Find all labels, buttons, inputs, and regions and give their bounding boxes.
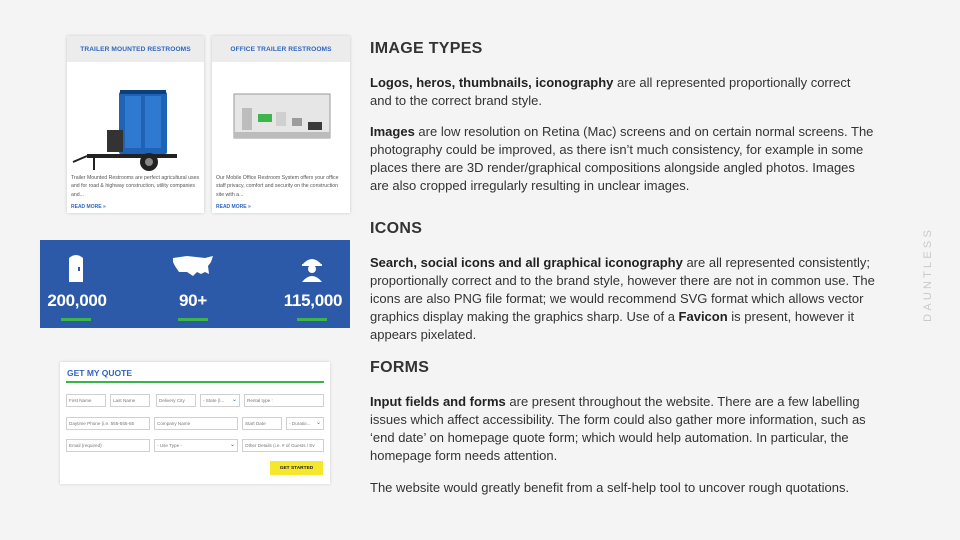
state-select[interactable]	[200, 394, 240, 407]
first-name-input[interactable]: First Name	[66, 394, 106, 407]
paragraph-image-types-2	[370, 123, 875, 195]
duration-select[interactable]	[286, 417, 324, 430]
rental-type-select[interactable]: Rental type :	[244, 394, 324, 407]
brand-watermark	[918, 214, 938, 334]
card-header	[67, 36, 204, 62]
paragraph-icons	[370, 254, 875, 344]
product-card-office-trailer[interactable]	[212, 36, 350, 213]
card-description: Trailer Mounted Restrooms are perfect agricultural uses and for road & highway construction, utility companies and...	[71, 175, 200, 198]
stats-banner	[40, 240, 350, 328]
paragraph-forms-2: The website would greatly benefit from a self-help tool to uncover rough quotations.	[370, 480, 850, 495]
stat-value: 200,000	[47, 291, 107, 310]
stat-customers	[276, 240, 350, 328]
body-text: are present throughout the website. There are a few labelling issues which affect accessibility. The form could also gather more information, such as ‘end date’ on homepage quote form; which would help automation. In particular, the homepage form needs attention.	[370, 394, 866, 463]
heading-icons: ICONS	[370, 220, 423, 237]
chevron-down-icon: ⌄	[315, 420, 321, 426]
quote-title-underline	[66, 381, 324, 383]
card-title: TRAILER MOUNTED RESTROOMS	[80, 45, 191, 53]
bold-text: Favicon	[678, 309, 728, 324]
bold-text: Input fields and forms	[370, 394, 506, 409]
office-restroom-image	[212, 62, 350, 174]
body-text: are all represented proportionally correct and to the correct brand style.	[370, 75, 851, 108]
state-select-value: - State (l...	[203, 398, 225, 403]
stat-value: 90+	[179, 291, 207, 310]
heading-forms: FORMS	[370, 359, 430, 376]
body-text: are low resolution on Retina (Mac) screens and on certain normal screens. The photography could be improved, as there isn’t much consistency, for example in some places there are 3D render/graphical compositions alongside angled photos. Images are also cropped irregularly resulting in unclear images.	[370, 124, 874, 193]
card-description: Our Mobile Office Restroom System offers your office staff privacy, comfort and security on the construction site with a...	[216, 175, 339, 198]
delivery-city-input[interactable]: Delivery City	[156, 394, 196, 407]
duration-select-value: - Duratio...	[289, 421, 311, 426]
read-more-link[interactable]: READ MORE »	[71, 204, 106, 211]
stat-underline	[61, 318, 91, 321]
body-text: is present, however it appears pixelated.	[370, 309, 855, 342]
paragraph-image-types-1	[370, 74, 875, 110]
construction-worker-icon	[300, 254, 324, 282]
last-name-input[interactable]: Last Name	[110, 394, 150, 407]
product-card-trailer-mounted[interactable]	[67, 36, 204, 213]
brand-name: DAUNTLESS	[922, 226, 934, 322]
phone-input[interactable]: Daytime Phone (i.e. 555-555-55	[66, 417, 150, 430]
other-details-input[interactable]: Other Details (i.e. # of Guests / Ev	[242, 439, 324, 452]
bold-text: Search, social icons and all graphical iconography	[370, 255, 683, 270]
card-header	[212, 36, 350, 62]
stat-units	[40, 240, 114, 328]
stat-locations	[155, 240, 231, 328]
email-input[interactable]: Email (required)	[66, 439, 150, 452]
bold-text: Logos, heros, thumbnails, iconography	[370, 75, 614, 90]
paragraph-forms-1	[370, 393, 875, 465]
stat-underline	[297, 318, 327, 321]
company-name-input[interactable]: Company Name	[154, 417, 238, 430]
stat-underline	[178, 318, 208, 321]
portable-toilet-icon	[67, 252, 85, 282]
quote-form	[60, 362, 330, 484]
body-text: are all represented consistently; proportionally correct and to the brand style, however there are not in common use. The icons are also PNG file format; we would recommend SVG format which allows vector graphics display making the graphics sharp. Use of a	[370, 255, 875, 324]
quote-form-title: GET MY QUOTE	[67, 368, 133, 378]
usa-map-icon	[171, 254, 215, 280]
get-started-button[interactable]: GET STARTED	[270, 461, 323, 475]
bold-text: Images	[370, 124, 415, 139]
use-type-select-value: - Use Type -	[157, 443, 182, 448]
stat-value: 115,000	[283, 291, 343, 310]
read-more-link[interactable]: READ MORE »	[216, 204, 251, 211]
use-type-select[interactable]	[154, 439, 238, 452]
chevron-down-icon: ⌄	[229, 442, 235, 448]
trailer-restroom-image	[67, 62, 204, 174]
start-date-input[interactable]: Start Date	[242, 417, 282, 430]
chevron-down-icon: ⌄	[231, 397, 237, 403]
card-title: OFFICE TRAILER RESTROOMS	[230, 45, 332, 53]
heading-image-types: IMAGE TYPES	[370, 40, 483, 57]
